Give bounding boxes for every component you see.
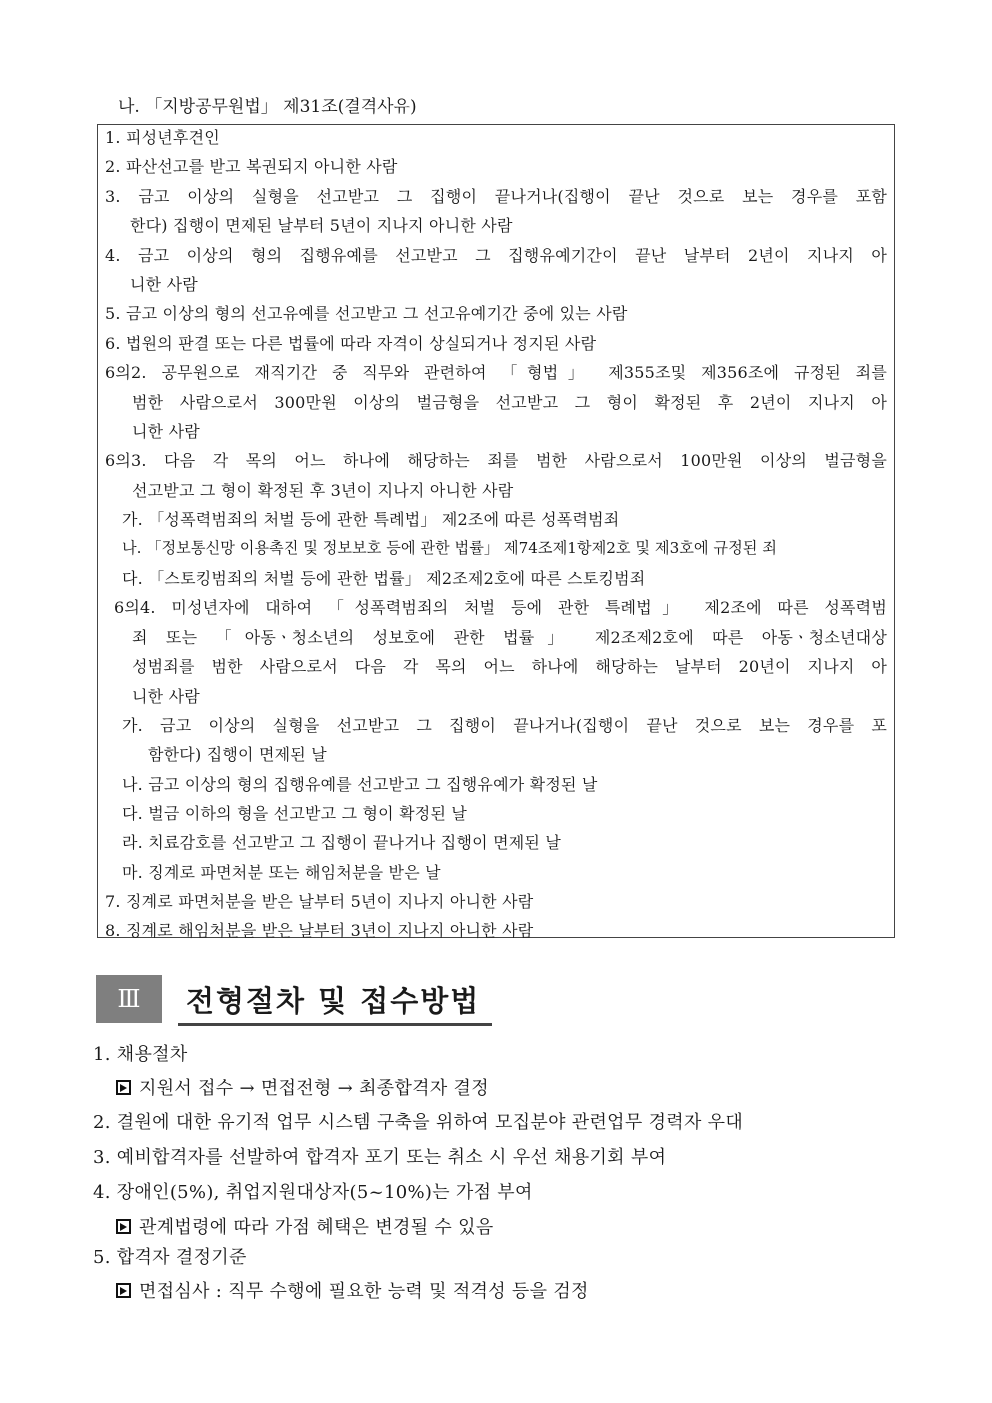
point-1: 1. 채용절차 [93,1044,188,1065]
item-6-4-ga: 가. 금고 이상의 실형을 선고받고 그 집행이 끝나거나(집행이 끝난 것으로 보는 경우를 포 [122,716,887,735]
item-6-3-cont: 선고받고 그 형이 확정된 후 3년이 지나지 아니한 사람 [132,481,514,500]
point-3: 3. 예비합격자를 선발하여 합격자 포기 또는 취소 시 우선 채용기회 부여 [93,1147,667,1168]
item-2: 2. 파산선고를 받고 복권되지 아니한 사람 [105,157,398,176]
item-6-3: 6의3. 다음 각 목의 어느 하나에 해당하는 죄를 범한 사람으로서 100만원 이상의 벌금형을 [105,451,887,470]
item-6-2-cont2: 니한 사람 [132,422,200,441]
arrow-box-icon [116,1283,131,1298]
arrow-box-icon [116,1080,131,1095]
law-section-heading: 나. 「지방공무원법」 제31조(결격사유) [118,97,417,117]
item-3-cont: 한다) 집행이 면제된 날부터 5년이 지나지 아니한 사람 [130,216,513,235]
item-6-4: 6의4. 미성년자에 대하여 「성폭력범죄의 처벌 등에 관한 특례법」 제2조에 따른 성폭력범 [114,598,887,617]
item-6-3-ga: 가. 「성폭력범죄의 처벌 등에 관한 특례법」 제2조에 따른 성폭력범죄 [122,510,620,529]
section-title: 전형절차 및 접수방법 [186,984,481,1018]
item-6-2-cont: 범한 사람으로서 300만원 이상의 벌금형을 선고받고 그 형이 확정된 후 2년이 지나지 아 [132,393,887,412]
arrow-box-icon [116,1219,131,1234]
point-4-detail: 관계법령에 따라 가점 혜택은 변경될 수 있음 [116,1213,494,1239]
item-4-cont: 니한 사람 [130,275,198,294]
point-1-detail: 지원서 접수 → 면접전형 → 최종합격자 결정 [116,1074,489,1100]
section-header [96,975,492,1027]
item-6-4-ga-cont: 함한다) 집행이 면제된 날 [148,745,327,764]
item-6-4-ra: 라. 치료감호를 선고받고 그 집행이 끝나거나 집행이 면제된 날 [122,833,561,852]
point-5: 5. 합격자 결정기준 [93,1247,247,1268]
item-8: 8. 징계로 해임처분을 받은 날부터 3년이 지나지 아니한 사람 [105,921,534,940]
section-underline [178,1023,492,1026]
item-6-4-na: 나. 금고 이상의 형의 집행유예를 선고받고 그 집행유예가 확정된 날 [122,775,598,794]
item-5: 5. 금고 이상의 형의 선고유예를 선고받고 그 선고유예기간 중에 있는 사람 [105,304,628,323]
item-1: 1. 피성년후견인 [105,128,220,147]
point-4: 4. 장애인(5%), 취업지원대상자(5~10%)는 가점 부여 [93,1182,533,1203]
item-6-4-cont2: 성범죄를 범한 사람으로서 다음 각 목의 어느 하나에 해당하는 날부터 20년이 지나지 아 [132,657,887,676]
item-6-2: 6의2. 공무원으로 재직기간 중 직무와 관련하여 「형법」 제355조및 제356조에 규정된 죄를 [105,363,887,382]
item-6-4-ma: 마. 징계로 파면처분 또는 해임처분을 받은 날 [122,863,441,882]
item-6-4-cont: 죄 또는 「아동ㆍ청소년의 성보호에 관한 법률」 제2조제2호에 따른 아동ㆍ청소년대상 [132,628,887,647]
item-7: 7. 징계로 파면처분을 받은 날부터 5년이 지나지 아니한 사람 [105,892,534,911]
item-6-4-da: 다. 벌금 이하의 형을 선고받고 그 형이 확정된 날 [122,804,468,823]
section-number: Ⅲ [96,975,162,1023]
item-4: 4. 금고 이상의 형의 집행유예를 선고받고 그 집행유예기간이 끝난 날부터 2년이 지나지 아 [105,246,887,265]
item-6-4-cont3: 니한 사람 [132,687,200,706]
item-6: 6. 법원의 판결 또는 다른 법률에 따라 자격이 상실되거나 정지된 사람 [105,334,597,353]
item-6-3-da: 다. 「스토킹범죄의 처벌 등에 관한 법률」 제2조제2호에 따른 스토킹범죄 [122,569,646,588]
item-3: 3. 금고 이상의 실형을 선고받고 그 집행이 끝나거나(집행이 끝난 것으로 보는 경우를 포함 [105,187,887,206]
point-5-detail: 면접심사 : 직무 수행에 필요한 능력 및 적격성 등을 검정 [116,1277,589,1303]
item-6-3-na: 나. 「정보통신망 이용촉진 및 정보보호 등에 관한 법률」 제74조제1항제2호 및 제3호에 규정된 죄 [122,539,777,557]
point-2: 2. 결원에 대한 유기적 업무 시스템 구축을 위하여 모집분야 관련업무 경력자 우대 [93,1112,744,1133]
